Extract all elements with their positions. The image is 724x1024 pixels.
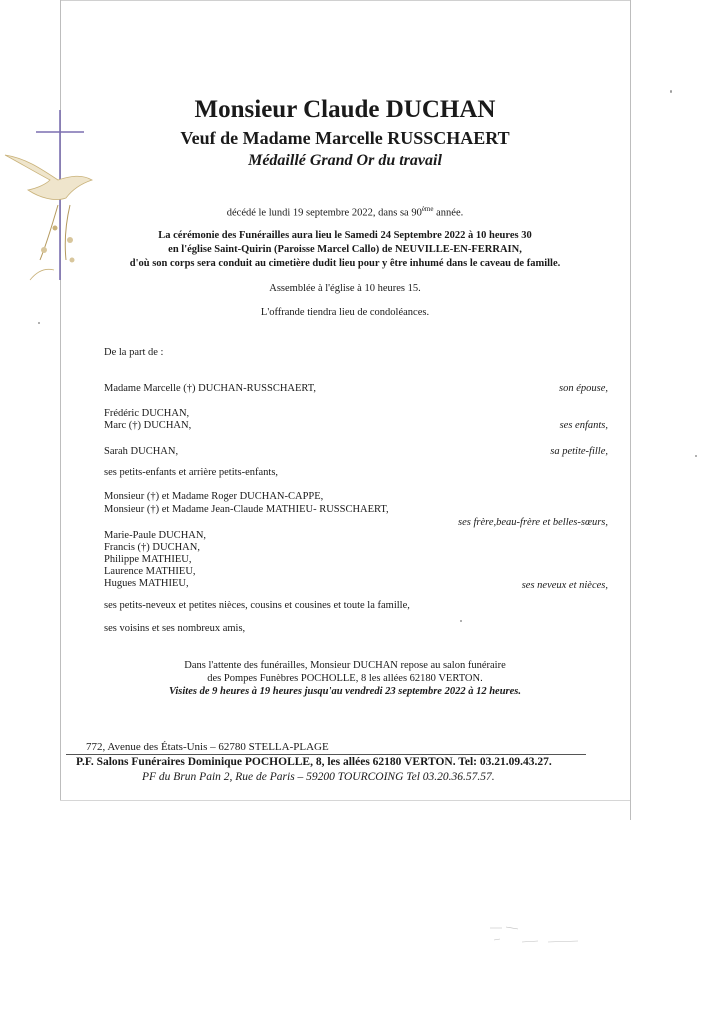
granddaughter: Sarah DUCHAN, [104,446,179,457]
sibling-2: Monsieur (†) et Madame Jean-Claude MATHIEU- RUSSCHAERT, [104,504,389,515]
nephew-5: Hugues MATHIEU, [104,578,189,589]
death-line: décédé le lundi 19 septembre 2022, dans sa 90ème année. [226,205,464,219]
spouse-name: Madame Marcelle (†) DUCHAN-RUSSCHAERT, [104,383,317,394]
footer-divider [66,754,586,755]
from-label: De la part de : [104,347,164,358]
page-border-right [630,0,631,820]
footer-address-3: PF du Brun Pain 2, Rue de Paris – 59200 TOURCOING Tel 03.20.36.57.57. [142,771,495,783]
children-relation: ses enfants, [559,420,608,431]
offering-line: L'offrande tiendra lieu de condoléances. [260,307,430,318]
ceremony-line-3: d'où son corps sera conduit au cimetière dudit lieu pour y être inhumé dans le caveau de famille. [129,258,561,269]
extended-family: ses petits-neveux et petites nièces, cousins et cousines et toute la famille, [104,600,410,611]
assembly-line: Assemblée à l'église à 10 heures 15. [269,283,421,294]
scan-speck [695,455,697,457]
honor-line: Médaillé Grand Or du travail [248,152,442,169]
siblings-relation: ses frère,beau-frère et belles-sœurs, [458,517,608,528]
page-border-bottom [60,800,630,801]
ceremony-line-2: en l'église Saint-Quirin (Paroisse Marcel Callo) de NEUVILLE-EN-FERRAIN, [168,244,522,255]
nephew-4: Laurence MATHIEU, [104,566,196,577]
nephew-1: Marie-Paule DUCHAN, [104,530,207,541]
child-2: Marc (†) DUCHAN, [104,420,192,431]
scan-scribble [488,920,598,950]
nephew-3: Philippe MATHIEU, [104,554,192,565]
scan-speck [38,322,40,324]
nephew-2: Francis (†) DUCHAN, [104,542,200,553]
scan-speck [670,90,672,93]
spouse-relation: son épouse, [559,383,608,394]
page-border-top [60,0,630,1]
child-1: Frédéric DUCHAN, [104,408,190,419]
footer-address-1: 772, Avenue des États-Unis – 62780 STELLA-PLAGE [86,741,329,753]
nephews-relation: ses neveux et nièces, [521,580,608,591]
deceased-name: Monsieur Claude DUCHAN [194,96,496,123]
sibling-1: Monsieur (†) et Madame Roger DUCHAN-CAPPE, [104,491,324,502]
granddaughter-relation: sa petite-fille, [550,446,608,457]
scan-speck [460,620,462,622]
widow-line: Veuf de Madame Marcelle RUSSCHAERT [180,128,510,148]
visits-line: Visites de 9 heures à 19 heures jusqu'au vendredi 23 septembre 2022 à 12 heures. [168,686,522,697]
footer-address-2: P.F. Salons Funéraires Dominique POCHOLLE, 8, les allées 62180 VERTON. Tel: 03.21.09.43.27. [76,756,552,768]
ceremony-line-1: La cérémonie des Funérailles aura lieu le Samedi 24 Septembre 2022 à 10 heures 30 [158,230,532,241]
repose-line-1: Dans l'attente des funérailles, Monsieur DUCHAN repose au salon funéraire [184,660,506,671]
neighbors: ses voisins et ses nombreux amis, [104,623,246,634]
repose-line-2: des Pompes Funèbres POCHOLLE, 8 les allées 62180 VERTON. [207,673,483,684]
grandchildren: ses petits-enfants et arrière petits-enfants, [104,467,279,478]
